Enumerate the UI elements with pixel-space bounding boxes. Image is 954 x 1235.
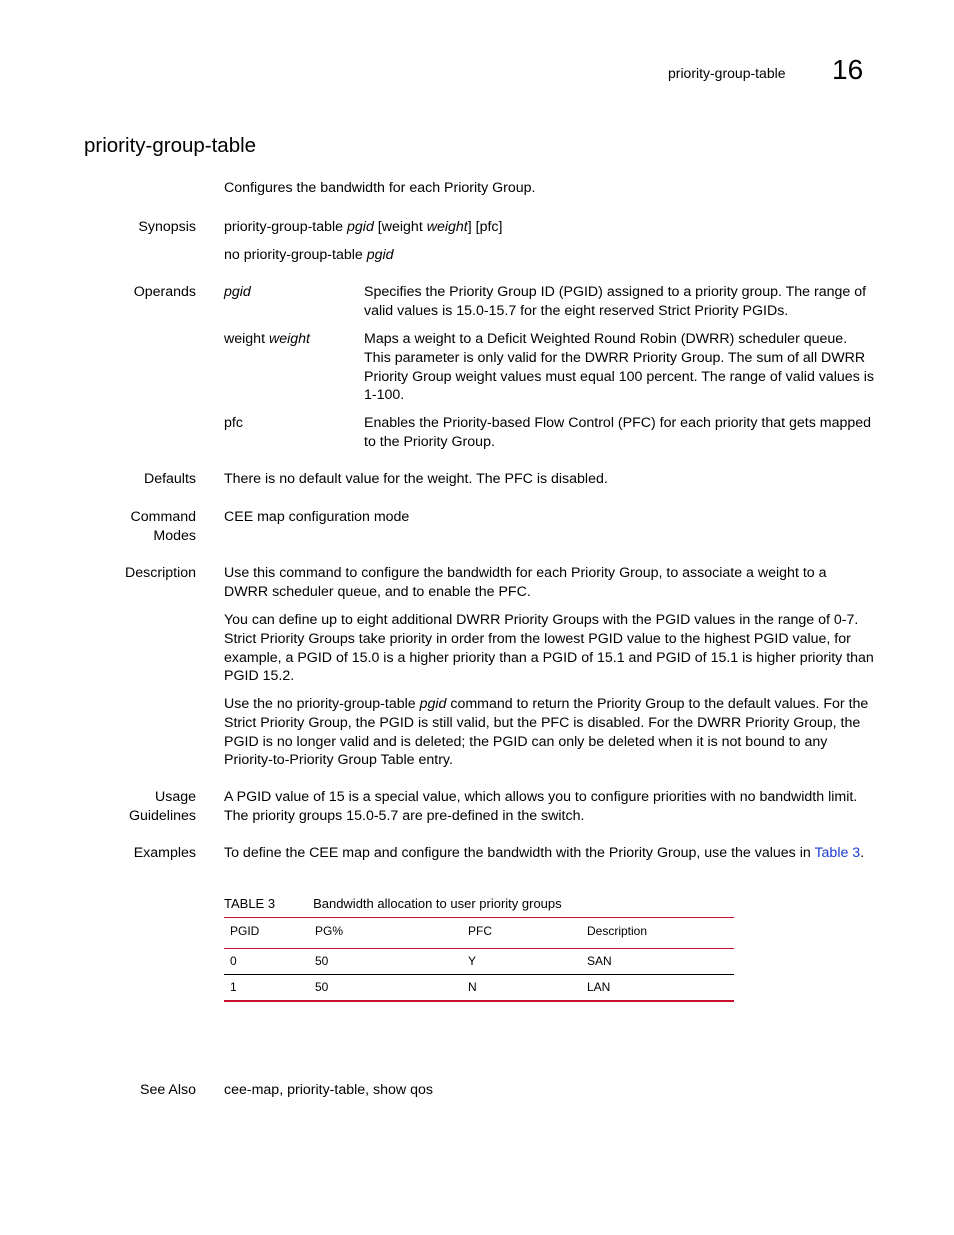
command-modes-label <box>131 508 196 546</box>
examples-label: Examples <box>133 845 196 861</box>
table-number: TABLE 3 <box>224 896 276 911</box>
table-3-link[interactable]: Table 3 <box>814 845 861 861</box>
synopsis-no-command: no priority-group-table <box>224 247 363 263</box>
description-p3-command: no priority-group-table <box>276 696 416 712</box>
table-row <box>224 975 734 1002</box>
see-also-cee-map[interactable]: cee-map <box>224 1082 280 1098</box>
running-header-title: priority-group-table <box>668 65 786 81</box>
examples-text <box>224 844 874 863</box>
examples-period: . <box>860 845 865 861</box>
description-p3-arg: pgid <box>419 696 447 712</box>
see-also-separator: , <box>365 1082 374 1098</box>
see-also-label: See Also <box>139 1082 196 1098</box>
description-paragraph-1: Use this command to configure the bandwidth for each Priority Group, to associate a weight to a DWRR scheduler queue, and to enable the PFC. <box>224 565 827 600</box>
table-cell: 1 <box>224 975 309 1002</box>
examples-lead-text: To define the CEE map and configure the bandwidth with the Priority Group, use the values in <box>224 845 815 861</box>
table-cell: N <box>462 975 581 1002</box>
synopsis-weight-keyword: weight <box>381 219 423 235</box>
synopsis-bracket: ] [ <box>467 219 480 235</box>
synopsis-line-2 <box>224 246 874 265</box>
operand-pfc-description: Enables the Priority-based Flow Control (PFC) for each priority that gets mapped to the Priority Group. <box>364 415 872 450</box>
table-cell: Y <box>462 949 581 975</box>
synopsis-command: priority-group-table <box>224 219 344 235</box>
description-p3-lead: Use the <box>224 696 277 712</box>
chapter-number: 16 <box>832 54 864 85</box>
operands-label: Operands <box>133 284 196 300</box>
synopsis-line-1 <box>224 218 874 237</box>
table-header-pfc: PFC <box>462 918 581 949</box>
page-title: priority-group-table <box>84 134 257 157</box>
table-cell: SAN <box>581 949 734 975</box>
table-cell: 50 <box>309 975 462 1002</box>
see-also-separator: , <box>279 1082 288 1098</box>
see-also-priority-table[interactable]: priority-table <box>287 1082 366 1098</box>
table-header-description: Description <box>581 918 734 949</box>
defaults-label: Defaults <box>143 471 196 487</box>
synopsis-pfc-keyword: pfc <box>479 219 499 235</box>
synopsis-arg-weight: weight <box>426 219 468 235</box>
operand-weight-arg: weight <box>268 331 310 347</box>
table-title: Bandwidth allocation to user priority groups <box>313 896 562 911</box>
synopsis-no-arg: pgid <box>366 247 394 263</box>
operand-pfc-name: pfc <box>224 415 243 431</box>
table-header-pgid: PGID <box>224 918 309 949</box>
operand-weight-name <box>224 330 310 349</box>
operand-pgid-name: pgid <box>224 284 251 300</box>
see-also-show-qos[interactable]: show qos <box>373 1082 433 1098</box>
synopsis-arg-pgid: pgid <box>347 219 374 235</box>
defaults-text: There is no default value for the weight. The PFC is disabled. <box>224 471 608 487</box>
synopsis-bracket: [ <box>373 219 382 235</box>
usage-label-line-1: Usage <box>154 789 196 805</box>
synopsis-bracket: ] <box>498 219 503 235</box>
table-caption <box>224 896 562 911</box>
command-modes-label-line-2: Modes <box>153 528 196 544</box>
table-header-row <box>224 918 734 949</box>
table-row <box>224 949 734 975</box>
operand-weight-keyword: weight <box>224 331 266 347</box>
table-cell: 50 <box>309 949 462 975</box>
usage-label-line-2: Guidelines <box>128 808 196 824</box>
description-p3-rest: command to return the Priority Group to the default values. For the Strict Priority Group, the PGID is still valid, but the PFC is disabled. For the DWRR Priority Group, the PGID is no longer valid and is deleted; the PGID can only be deleted when it is not bound to any Priority-to-Priority Group Table entry. <box>224 696 869 769</box>
operand-weight-description: Maps a weight to a Deficit Weighted Round Robin (DWRR) scheduler queue. This parameter is only valid for the DWRR Priority Group. The sum of all DWRR Priority Group weight values must equal 100 percent. The range of valid values is 1-100. <box>364 331 874 404</box>
intro-text: Configures the bandwidth for each Priority Group. <box>224 180 536 196</box>
operand-pgid-description: Specifies the Priority Group ID (PGID) assigned to a priority group. The range of valid values is 15.0-15.7 for the eight reserved Strict Priority PGIDs. <box>364 284 867 319</box>
synopsis-label: Synopsis <box>138 219 196 235</box>
description-paragraph-2: You can define up to eight additional DWRR Priority Groups with the PGID values in the range of 0-7. Strict Priority Groups take priority in order from the lowest PGID value to the highest PGID value, for example, a PGID of 15.0 is a higher priority than a PGID of 15.1 and PGID of 15.1 is higher priority than PGID 15.2. <box>224 612 874 685</box>
description-label: Description <box>125 565 196 581</box>
table-header-pg-percent: PG% <box>309 918 462 949</box>
usage-guidelines-label <box>129 788 196 826</box>
usage-guidelines-text: A PGID value of 15 is a special value, which allows you to configure priorities with no bandwidth limit. The priority groups 15.0-5.7 are pre-defined in the switch. <box>224 789 858 824</box>
see-also-links <box>224 1081 874 1100</box>
table-cell: LAN <box>581 975 734 1002</box>
description-paragraph-3 <box>224 695 874 770</box>
table-cell: 0 <box>224 949 309 975</box>
bandwidth-allocation-table <box>224 917 734 1002</box>
command-modes-text: CEE map configuration mode <box>224 509 410 525</box>
command-modes-label-line-1: Command <box>130 509 196 525</box>
